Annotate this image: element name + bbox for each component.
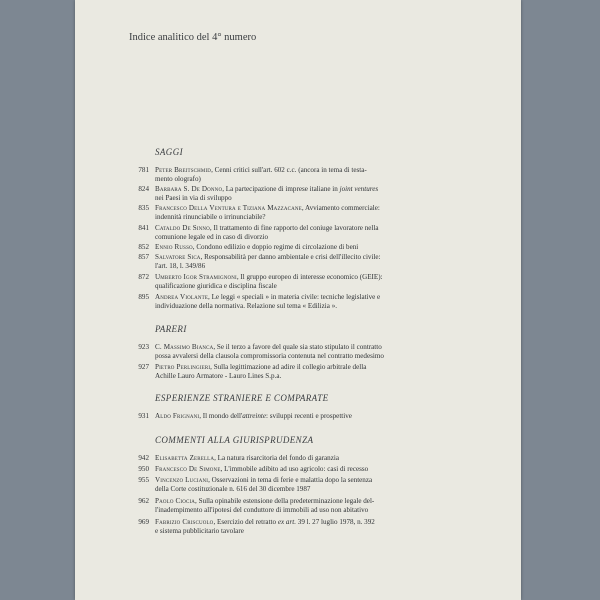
entry-page-number: 955	[138, 476, 149, 484]
entry-title-italic: attreinte	[242, 412, 267, 420]
entry-title-line: mento olografo)	[155, 175, 201, 183]
entry-author: Barbara S. De Donno	[155, 185, 223, 193]
entry-title-line: e sistema pubblicitario tavolare	[155, 527, 244, 535]
entry-title-line: Sulla opinabile estensione della predeterminazione legale del-	[198, 497, 375, 505]
section-heading-commenti: COMMENTI ALLA GIURISPRUDENZA	[155, 435, 314, 445]
entry-text: Vincenzo Luciani, Osservazioni in tema di ferie e malattia dopo la sentenza della Corte costituzionale n. 616 del 30 dicembre 1987	[155, 476, 491, 494]
entry-title-line: l'inadempimento all'ipotesi del conduttore di immobili ad uso non abitativo	[155, 506, 369, 514]
entry-title-line: Il gruppo europeo di interesse economico (GEIE):	[240, 273, 383, 281]
entry-author: Cataldo De Sinno	[155, 224, 210, 232]
page-title: Indice analitico del 4° numero	[129, 32, 257, 43]
entry-title-line: possa avvalersi della clausola compromissoria contenuta nel contratto medesimo	[155, 352, 384, 360]
entry-title-line: Sulla legittimazione ad adire il collegio arbitrale della	[213, 363, 367, 371]
entry-title-italic: ex art.	[277, 518, 296, 526]
entry-author: Umberto Igor Stramignoni	[155, 273, 237, 281]
entry-page-number: 857	[138, 253, 149, 261]
entry-text: Peter Breitschmid, Cenni critici sull'art. 602 c.c. (ancora in tema di testa- mento olografo)	[155, 166, 491, 184]
entry-title-line: Il mondo dell'	[202, 412, 243, 420]
entry-page-number: 927	[138, 363, 149, 371]
entry-page-number: 950	[138, 465, 149, 473]
entry-title-line: individuazione della normativa. Relazione sul tema « Edilizia ».	[155, 302, 338, 310]
entry-title-line: Se il terzo a favore del quale sia stato stipulato il contratto	[216, 343, 382, 351]
entry-title-line: Responsabilità per danno ambientale e crisi dell'illecito civile:	[204, 253, 381, 261]
entry-title-line: qualificazione giuridica e disciplina fiscale	[155, 282, 277, 290]
entry-text: Cataldo De Sinno, Il trattamento di fine rapporto del coniuge lavoratore nella comunione legale ed in caso di divorzio	[155, 224, 491, 242]
entry-page-number: 962	[138, 497, 149, 505]
entry-author: Salvatore Sica	[155, 253, 201, 261]
document-page	[75, 0, 521, 600]
entry-author: Peter Breitschmid	[155, 166, 212, 174]
entry-title-line: Il trattamento di fine rapporto del coniuge lavoratore nella	[213, 224, 379, 232]
entry-author: Paolo Ciocia	[155, 497, 196, 505]
entry-author: Ennio Russo	[155, 243, 193, 251]
entry-title-line: Achille Lauro Armatore - Lauro Lines S.p.a.	[155, 372, 282, 380]
entry-author: Francesco Della Ventura e Tiziana Mazzacane	[155, 204, 302, 212]
entry-author: Aldo Frignani	[155, 412, 200, 420]
entry-text: Ennio Russo, Condono edilizio e doppio regime di circolazione di beni	[155, 243, 359, 251]
entry-page-number: 895	[138, 293, 149, 301]
entry-text: Elisabetta Zerella, La natura risarcitoria del fondo di garanzia	[155, 454, 339, 462]
entry-title-line: La natura risarcitoria del fondo di garanzia	[217, 454, 339, 462]
entry-author: Francesco De Simone	[155, 465, 221, 473]
entry-text: Barbara S. De Donno, La partecipazione di imprese italiane in joint ventures nei Paesi in via di sviluppo	[155, 185, 491, 203]
entry-page-number: 824	[138, 185, 149, 193]
entry-title-line: Cenni critici sull'art. 602 c.c. (ancora in tema di testa-	[214, 166, 367, 174]
entry-title-italic: joint ventures	[339, 185, 379, 193]
entry-author: Pietro Perlingieri	[155, 363, 211, 371]
entry-page-number: 841	[138, 224, 149, 232]
entry-page-number: 781	[138, 166, 149, 174]
entry-title-line: 39 l. 27 luglio 1978, n. 392	[297, 518, 375, 526]
entry-title-line: Avviamento commerciale:	[304, 204, 380, 212]
entry-text: Paolo Ciocia, Sulla opinabile estensione della predeterminazione legale del- l'inadempimento all'ipotesi del conduttore di immobili ad uso non abitativo	[155, 497, 491, 515]
entry-page-number: 923	[138, 343, 149, 351]
entry-title-line: della Corte costituzionale n. 616 del 30 dicembre 1987	[155, 485, 311, 493]
entry-author: C. Massimo Bianca	[155, 343, 214, 351]
entry-page-number: 931	[138, 412, 149, 420]
entry-title-line: L'immobile adibito ad uso agricolo: casi di recesso	[224, 465, 369, 473]
entry-title-line: La partecipazione di imprese italiane in	[225, 185, 338, 193]
entry-author: Elisabetta Zerella	[155, 454, 215, 462]
entry-page-number: 969	[138, 518, 149, 526]
entry-text: C. Massimo Bianca, Se il terzo a favore del quale sia stato stipulato il contratto possa avvalersi della clausola compromissoria contenuta nel contratto medesimo	[155, 343, 491, 361]
section-heading-saggi: SAGGI	[155, 147, 183, 157]
entry-author: Vincenzo Luciani	[155, 476, 209, 484]
entry-title-line: comunione legale ed in caso di divorzio	[155, 233, 269, 241]
entry-text: Aldo Frignani, Il mondo dell'attreinte: sviluppi recenti e prospettive	[155, 412, 352, 420]
entry-title-line: indennità rinunciabile o irrinunciabile?	[155, 213, 266, 221]
entry-text: Salvatore Sica, Responsabilità per danno ambientale e crisi dell'illecito civile: l'art. 18, l. 349/86	[155, 253, 491, 271]
entry-text: Andrea Violante, Le leggi « speciali » in materia civile: tecniche legislative e individuazione della normativa. Relazione sul tema « Edilizia ».	[155, 293, 491, 311]
entry-text: Pietro Perlingieri, Sulla legittimazione ad adire il collegio arbitrale della Achille Lauro Armatore - Lauro Lines S.p.a.	[155, 363, 491, 381]
entry-page-number: 942	[138, 454, 149, 462]
section-heading-pareri: PARERI	[155, 324, 187, 334]
entry-title-line: l'art. 18, l. 349/86	[155, 262, 206, 270]
entry-text: Francesco De Simone, L'immobile adibito ad uso agricolo: casi di recesso	[155, 465, 369, 473]
entry-page-number: 835	[138, 204, 149, 212]
entry-title-line: Osservazioni in tema di ferie e malattia dopo la sentenza	[211, 476, 373, 484]
entry-page-number: 872	[138, 273, 149, 281]
entry-title-line: nei Paesi in via di sviluppo	[155, 194, 232, 202]
entry-page-number: 852	[138, 243, 149, 251]
entry-text: Francesco Della Ventura e Tiziana Mazzacane, Avviamento commerciale: indennità rinunciabile o irrinunciabile?	[155, 204, 491, 222]
section-heading-esperienze: ESPERIENZE STRANIERE E COMPARATE	[155, 393, 329, 403]
entry-author: Fabrizio Criscuolo	[155, 518, 214, 526]
entry-text: Umberto Igor Stramignoni, Il gruppo europeo di interesse economico (GEIE): qualificazione giuridica e disciplina fiscale	[155, 273, 491, 291]
entry-title-line: : sviluppi recenti e prospettive	[266, 412, 352, 420]
entry-text: Fabrizio Criscuolo, Esercizio del retratto ex art. 39 l. 27 luglio 1978, n. 392 e sistema pubblicitario tavolare	[155, 518, 491, 536]
entry-title-line: Condono edilizio e doppio regime di circolazione di beni	[196, 243, 359, 251]
entry-author: Andrea Violante	[155, 293, 209, 301]
entry-title-line: Esercizio del retratto	[216, 518, 277, 526]
entry-title-line: Le leggi « speciali » in materia civile: tecniche legislative e	[211, 293, 381, 301]
